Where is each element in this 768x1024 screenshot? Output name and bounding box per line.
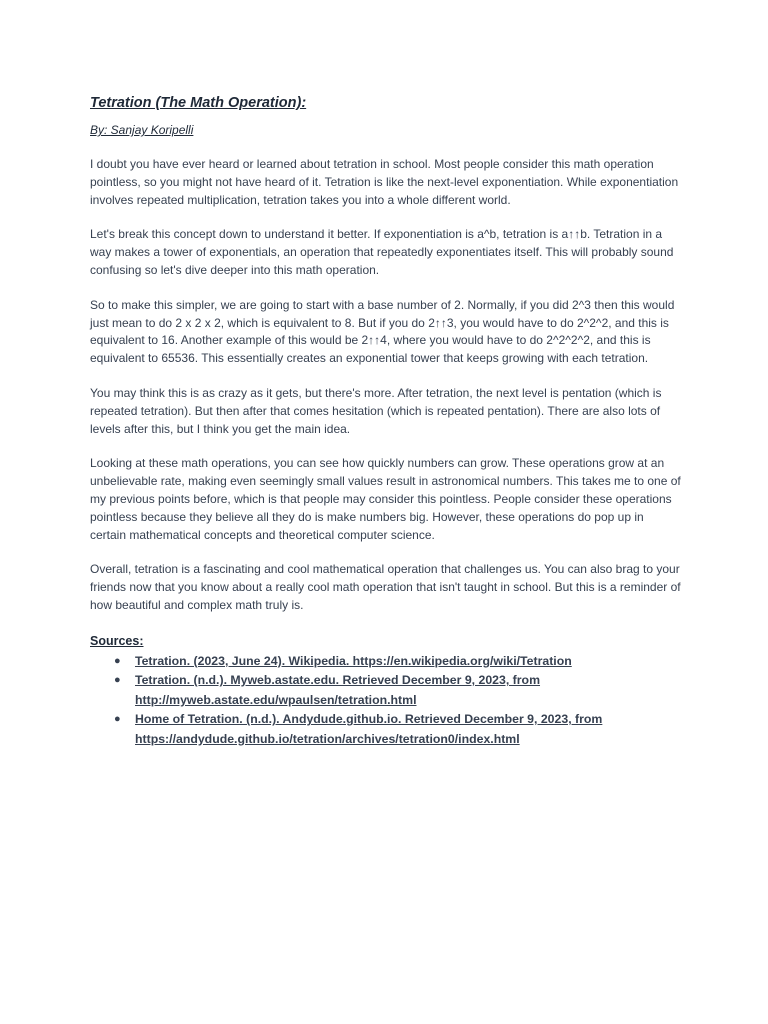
paragraph-example: So to make this simpler, we are going to start with a base number of 2. Normally, if you did 2^3 then this would just mean to do 2 x 2 x 2, which is equivalent to 8. But if you do 2↑↑3, you would have to do 2^2^2, and this is equivalent to 16. Another example of this would be 2↑↑4, where you would have to do 2^2^2^2, and this is equivalent to 65536. This essentially creates an exponential tower that keeps growing with each tetration. — [90, 297, 675, 366]
source-link-andydude[interactable]: Home of Tetration. (n.d.). Andydude.github.io. Retrieved December 9, 2023, from https://andydude.github.io/tetration/archives/tetration0/index.html — [135, 712, 603, 746]
source-item — [114, 710, 682, 749]
source-item — [114, 671, 682, 710]
sources-list — [90, 652, 682, 750]
source-item — [114, 652, 682, 672]
paragraph-intro: I doubt you have ever heard or learned about tetration in school. Most people consider this math operation pointless, so you might not have heard of it. Tetration is like the next-level exponentiation. While exponentiation involves repeated multiplication, tetration takes you into a whole different world. — [90, 157, 679, 207]
bullet-icon: ● — [114, 654, 121, 667]
source-link-wikipedia[interactable]: Tetration. (2023, June 24). Wikipedia. https://en.wikipedia.org/wiki/Tetration — [135, 653, 572, 668]
paragraph-conclusion: Overall, tetration is a fascinating and cool mathematical operation that challenges us. You can also brag to your friends now that you know about a really cool math operation that isn't taught in school. But this is a reminder of how beautiful and complex math truly is. — [90, 562, 681, 612]
paragraph-concept: Let's break this concept down to understand it better. If exponentiation is a^b, tetration is a↑↑b. Tetration in a way makes a tower of exponentials, an operation that repeatedly exponentiates itself. This will probably sound confusing so let's dive deeper into this math operation. — [90, 227, 674, 277]
paragraph-pentation: You may think this is as crazy as it gets, but there's more. After tetration, the next level is pentation (which is repeated tetration). But then after that comes hesitation (which is repeated pentation). There are also lots of levels after this, but I think you get the main idea. — [90, 385, 662, 436]
document-title: Tetration (The Math Operation): — [90, 95, 307, 111]
bullet-icon: ● — [114, 713, 121, 726]
bullet-icon: ● — [114, 674, 121, 687]
source-link-astate[interactable]: Tetration. (n.d.). Myweb.astate.edu. Retrieved December 9, 2023, from http://myweb.astate.edu/wpaulsen/tetration.html — [135, 673, 541, 707]
paragraph-growth: Looking at these math operations, you can see how quickly numbers can grow. These operations grow at an unbelievable rate, making even seemingly small values result in astronomical numbers. This takes me to one of my previous points before, which is that people may consider this pointless. People consider these operations pointless because they believe all they do is make numbers big. However, these operations do pop up in certain mathematical concepts and theoretical computer science. — [90, 456, 681, 542]
sources-heading: Sources: — [90, 633, 144, 648]
author-byline: By: Sanjay Koripelli — [90, 123, 194, 137]
